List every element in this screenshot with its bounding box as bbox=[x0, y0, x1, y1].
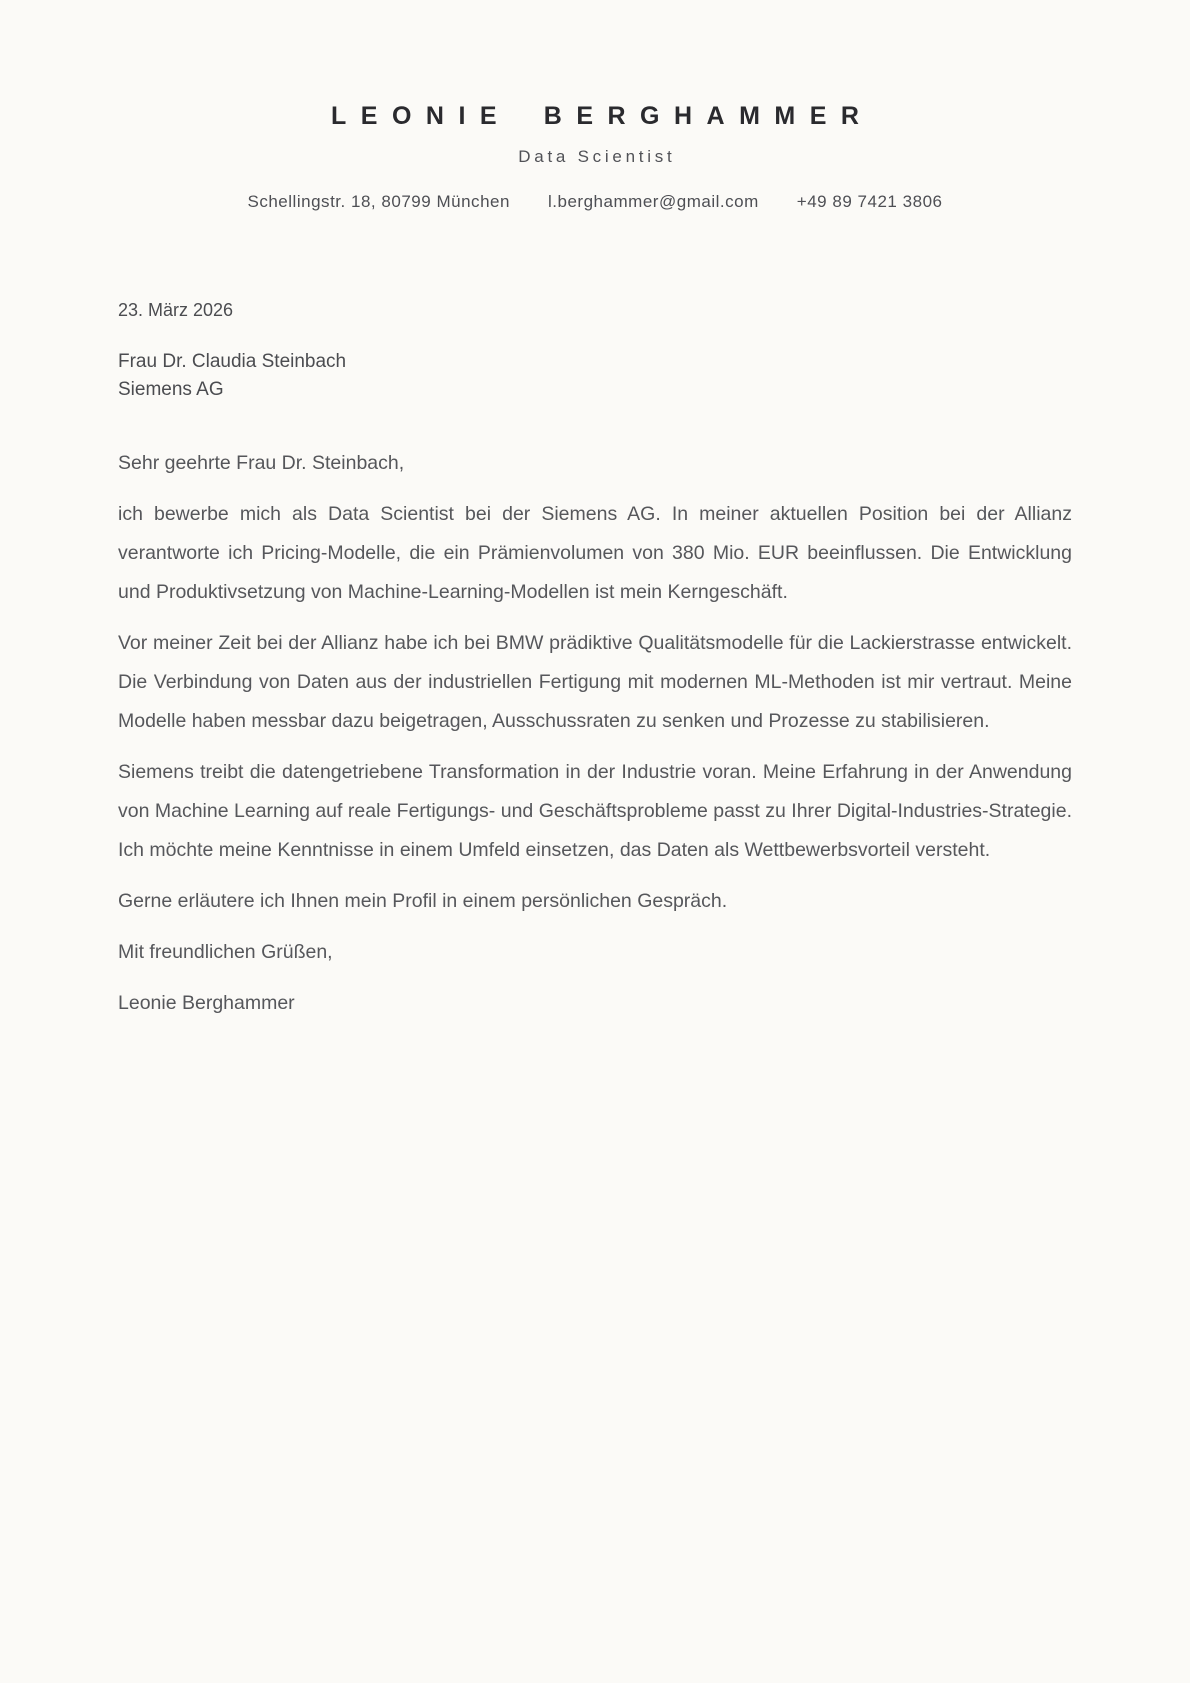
signoff: Mit freundlichen Grüßen, bbox=[118, 941, 333, 963]
letter-body bbox=[0, 298, 1190, 1023]
signature-name: Leonie Berghammer bbox=[118, 992, 295, 1014]
letter-date: 23. März 2026 bbox=[118, 300, 234, 320]
paragraph-motivation: Siemens treibt die datengetriebene Transformation in der Industrie voran. Meine Erfahrung in der Anwendung von Machine Learning auf reale Fertigungs- und Geschäftsprobleme passt zu Ihrer Digital-Industries-Strategie. Ich möchte meine Kenntnisse in einem Umfeld einsetzen, das Daten als Wettbewerbsvorteil versteht. bbox=[118, 761, 1072, 861]
recipient-company: Siemens AG bbox=[118, 379, 224, 400]
recipient-block bbox=[118, 348, 1072, 404]
salutation: Sehr geehrte Frau Dr. Steinbach, bbox=[118, 452, 405, 474]
applicant-name: LEONIE BERGHAMMER bbox=[331, 102, 874, 130]
letter-header bbox=[0, 0, 1190, 213]
recipient-name: Frau Dr. Claudia Steinbach bbox=[118, 351, 347, 372]
paragraph-current-position: ich bewerbe mich als Data Scientist bei der Siemens AG. In meiner aktuellen Position bei der Allianz verantworte ich Pricing-Modelle, die ein Prämienvolumen von 380 Mio. EUR beeinflussen. Die Entwicklung und Produktivsetzung von Machine-Learning-Modellen ist mein Kerngeschäft. bbox=[118, 503, 1072, 603]
applicant-role: Data Scientist bbox=[518, 147, 676, 166]
contact-address: Schellingstr. 18, 80799 München bbox=[247, 192, 510, 211]
paragraph-previous-experience: Vor meiner Zeit bei der Allianz habe ich bei BMW prädiktive Qualitätsmodelle für die Lackierstrasse entwickelt. Die Verbindung von Daten aus der industriellen Fertigung mit modernen ML-Methoden ist mir vertraut. Meine Modelle haben messbar dazu beigetragen, Ausschussraten zu senken und Prozesse zu stabilisieren. bbox=[118, 632, 1072, 732]
contact-line bbox=[0, 191, 1190, 213]
contact-email: l.berghammer@gmail.com bbox=[547, 192, 759, 211]
closing-line: Gerne erläutere ich Ihnen mein Profil in einem persönlichen Gespräch. bbox=[118, 890, 728, 912]
contact-phone: +49 89 7421 3806 bbox=[796, 192, 943, 211]
